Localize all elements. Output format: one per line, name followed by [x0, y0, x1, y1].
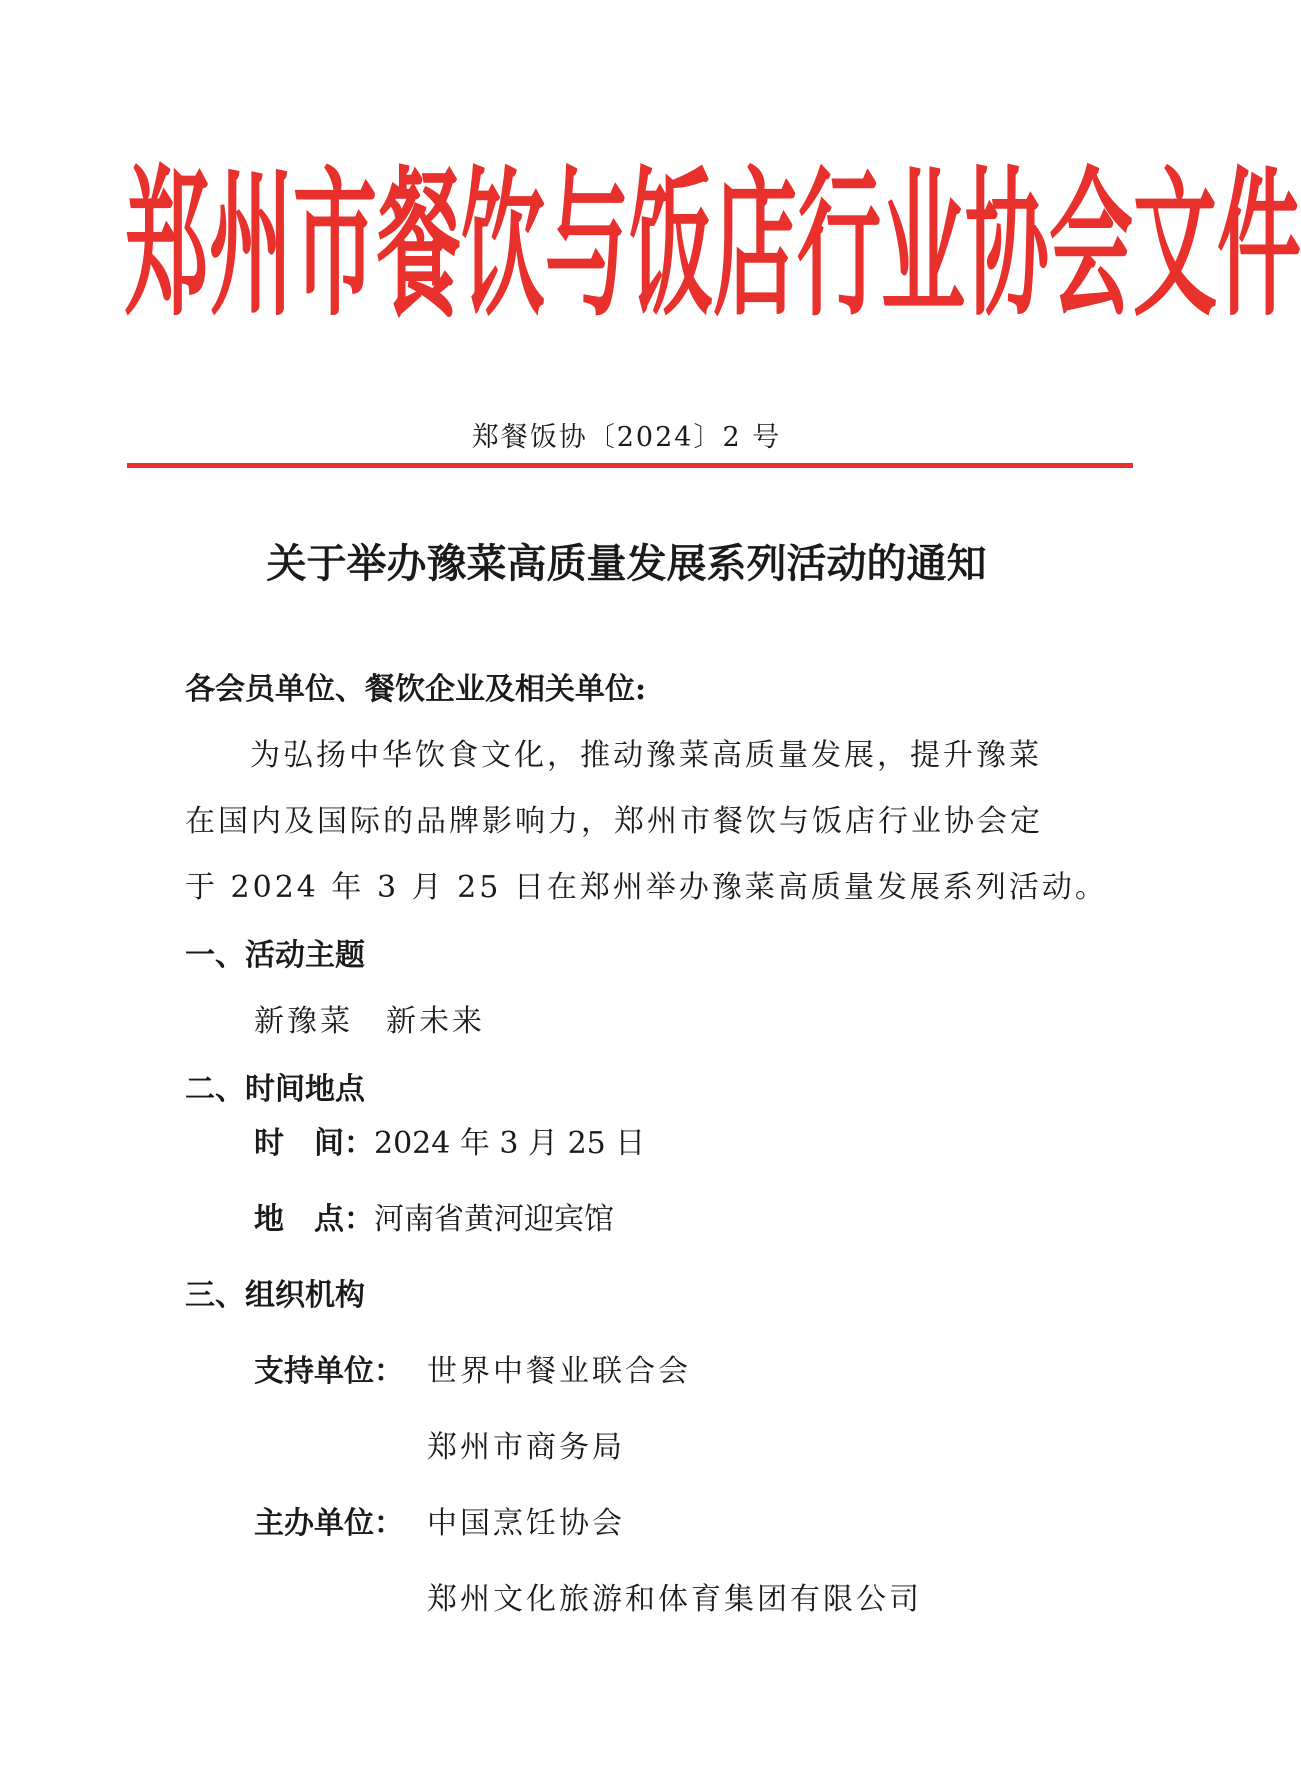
section-heading-organization: 三、组织机构: [185, 1278, 365, 1313]
support-unit: 世界中餐业联合会: [427, 1354, 691, 1389]
support-label: 支持单位：: [254, 1354, 404, 1389]
host-label: 主办单位：: [254, 1506, 404, 1541]
intro-line: 在国内及国际的品牌影响力，郑州市餐饮与饭店行业协会定: [185, 804, 1043, 839]
support-unit: 郑州市商务局: [427, 1430, 625, 1465]
intro-line: 于 2024 年 3 月 25 日在郑州举办豫菜高质量发展系列活动。: [185, 870, 1108, 905]
time-label: 时 间：: [254, 1126, 374, 1161]
section-heading-time-place: 二、时间地点: [185, 1072, 365, 1107]
host-unit: 郑州文化旅游和体育集团有限公司: [427, 1582, 922, 1617]
salutation: 各会员单位、餐饮企业及相关单位:: [185, 672, 647, 707]
place-row: [254, 1198, 614, 1242]
place-value: 河南省黄河迎宾馆: [374, 1202, 614, 1237]
place-label: 地 点：: [254, 1202, 374, 1237]
document-number: 郑餐饭协〔2024〕2 号: [471, 422, 782, 453]
red-divider: [127, 463, 1133, 468]
time-value: 2024 年 3 月 25 日: [374, 1126, 646, 1161]
host-unit: 中国烹饪协会: [427, 1506, 625, 1541]
notice-title: 关于举办豫菜高质量发展系列活动的通知: [266, 540, 987, 587]
section-heading-theme: 一、活动主题: [185, 938, 365, 973]
intro-line: 为弘扬中华饮食文化，推动豫菜高质量发展，提升豫菜: [250, 738, 1042, 773]
masthead-title: 郑州市餐饮与饭店行业协会文件: [125, 151, 1301, 339]
theme-content: 新豫菜 新未来: [254, 1004, 485, 1039]
masthead: [125, 150, 1301, 350]
time-row: [254, 1122, 645, 1166]
